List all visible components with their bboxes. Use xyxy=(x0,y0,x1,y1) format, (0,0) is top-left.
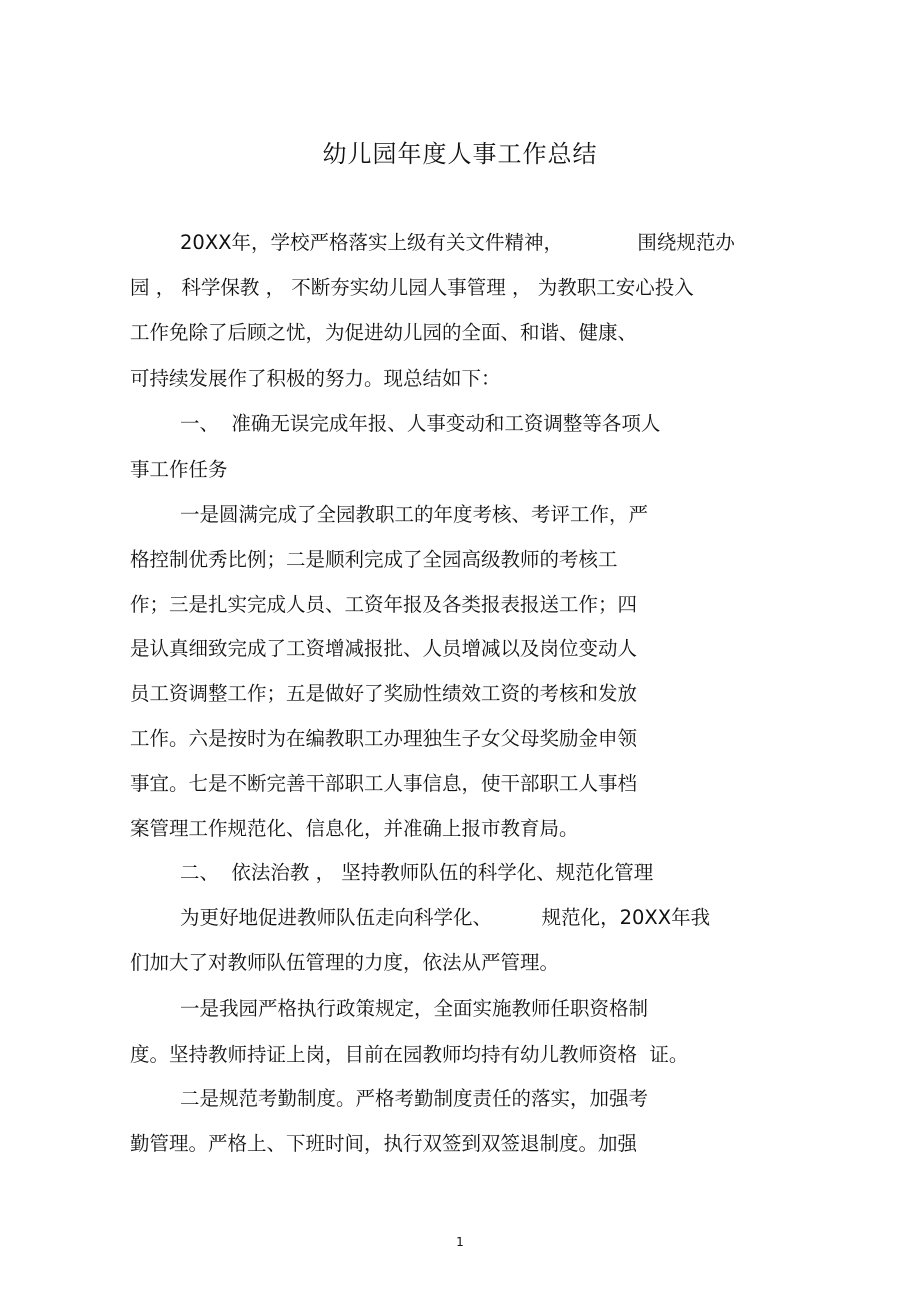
paragraph-line: 员工资调整工作；五是做好了奖励性绩效工资的考核和发放 xyxy=(130,682,638,705)
paragraph-line: 可持续发展作了积极的努力。现总结如下： xyxy=(130,367,501,390)
paragraph-line: 们加大了对教师队伍管理的力度，依法从严管理。 xyxy=(130,951,560,974)
paragraph-line: 度。坚持教师持证上岗，目前在园教师均持有幼儿教师资格 证。 xyxy=(130,1043,689,1066)
section-heading-2: 二、 依法治教 ， 坚持教师队伍的科学化、规范化管理 xyxy=(180,861,654,884)
paragraph-line: 案管理工作规范化、信息化，并准确上报市教育局。 xyxy=(130,817,579,840)
paragraph-line: 是认真细致完成了工资增减报批、人员增减以及岗位变动人 xyxy=(130,637,638,660)
section-heading-1: 一、 准确无误完成年报、人事变动和工资调整等各项人 xyxy=(180,412,661,435)
section-heading-1-cont: 事工作任务 xyxy=(130,458,228,481)
paragraph-line: 格控制优秀比例；二是顺利完成了全园高级教师的考核工 xyxy=(130,548,618,571)
paragraph-line: 二是规范考勤制度。严格考勤制度责任的落实，加强考 xyxy=(180,1087,649,1110)
paragraph-line: 事宜。七是不断完善干部职工人事信息，使干部职工人事档 xyxy=(130,772,638,795)
paragraph-line: 一是我园严格执行政策规定，全面实施教师任职资格制 xyxy=(180,997,649,1020)
paragraph-line: 园 ， 科学保教 ， 不断夯实幼儿园人事管理 ， 为教职工安心投入 xyxy=(130,276,694,299)
paragraph-line: 作；三是扎实完成人员、工资年报及各类报表报送工作；四 xyxy=(130,593,638,616)
paragraph-line: 勤管理。严格上、下班时间，执行双签到双签退制度。加强 xyxy=(130,1132,638,1155)
paragraph-line: 工作。六是按时为在编教职工办理独生子女父母奖励金申领 xyxy=(130,727,638,750)
paragraph-line: 一是圆满完成了全园教职工的年度考核、考评工作，严 xyxy=(180,503,649,526)
paragraph-line: 20XX年，学校严格落实上级有关文件精神， 围绕规范办 xyxy=(180,231,735,254)
paragraph-line: 工作免除了后顾之忧，为促进幼儿园的全面、和谐、健康、 xyxy=(130,321,638,344)
paragraph-line: 为更好地促进教师队伍走向科学化、 规范化，20XX年我 xyxy=(180,906,711,929)
document-title: 幼儿园年度人事工作总结 xyxy=(322,140,598,168)
page-number: 1 xyxy=(456,1235,464,1249)
